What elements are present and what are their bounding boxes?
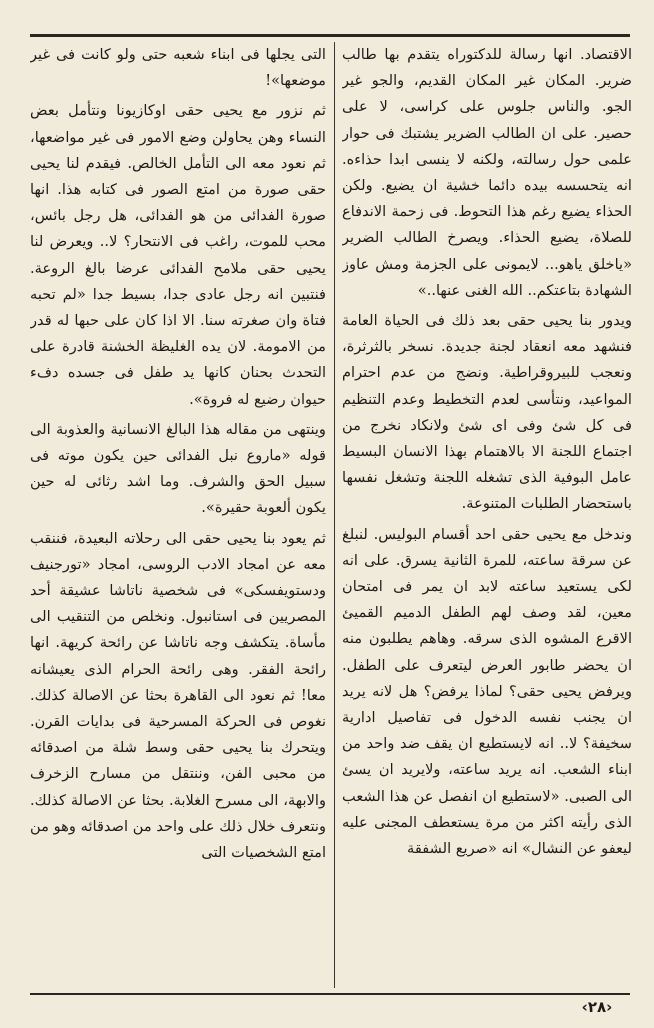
paragraph: الاقتصاد. انها رسالة للدكتوراه يتقدم بها طالب ضرير. المكان غير المكان القديم، والجو غير الجو. والناس جلوس على كراسى، لا على حصير. على ان الطالب الضرير يشتبك فى حوار علمى حول رسالته، ولكنه لا ينسى ابدا حذاءه. انه يتحسسه بيده دائما خشية ان يضيع. ولكن الحذاء يضيع رغم هذا التحوط. فى زحمة الاندفاع للصلاة، يضيع الحذاء. ويصرخ الطالب الضرير «ياخلق ياهو... لايمونى على الجزمة ومش عاوز الشهادة بتاعتكم.. الله الغنى عنها..» — [342, 46, 632, 299]
paragraph: وينتهى من مقاله هذا البالغ الانسانية والعذوبة الى قوله «ماروع نبل الفدائى حين يكون موته فى سبيل الحق والشرف. وما اشد رثائى له حين يكون ألعوبة حقيرة». — [30, 420, 326, 517]
paragraph: ويدور بنا يحيى حقى بعد ذلك فى الحياة العامة فنشهد معه انعقاد لجنة جديدة. نسخر بالثرثرة، ونعجب للبيروقراطية. ونضج من عدم احترام المواعيد، ونتأسى لعدم التخطيط وعدم التنظيم فى كل شئ وفى اى شئ ولانكاد نخرج من اجتماع اللجنة الا بالاهتمام بهذا الانسان البسيط عامل البوفية الذى تشغله اللجنة وتشغل نفسها باستحضار الطلبات المتنوعة. — [342, 312, 632, 513]
paragraph: التى يجلها فى ابناء شعبه حتى ولو كانت فى غير موضعها»! — [30, 46, 326, 90]
top-rule — [30, 34, 630, 37]
paragraph: ثم نزور مع يحيى حقى اوكازيونا ونتأمل بعض النساء وهن يحاولن وضع الامور فى غير مواضعها، ثم نعود معه الى التأمل الخالص. فيقدم لنا يحيى حقى صورة من امتع الصور فى كتابه هذا. انها صورة الفدائى من هو الفدائى، هل رجل بائس، محب للموت، راغب فى الانتحار؟ لا.. ويعرض لنا يحيى حقى ملامح الفدائى عرضا بالغ الروعة. فنتبين انه رجل عادى جدا، بسيط جدا «لم تحبه فتاة وان صغرته سنا. الا اذا كان على حبها له قدر من الامومة. لان يده الغليظة الخشنة قادرة على التحدث بحنان كانها يد طفل فى جسده دفء حيوان رضيع له فروة». — [30, 102, 326, 408]
page-number: ‹٢٨› — [581, 998, 613, 1016]
bottom-rule — [30, 993, 630, 995]
text-column-right — [342, 42, 632, 990]
column-divider — [334, 42, 335, 988]
text-column-left — [30, 42, 326, 990]
paragraph: وندخل مع يحيى حقى احد أقسام البوليس. لنبلغ عن سرقة ساعته، للمرة الثانية يسرق. على انه لكى يستعيد ساعته لابد ان يمر فى امتحان معين، لقد وصف لهم الطفل الدميم القميئ الاقرع المشوه الذى سرقه. وهاهم يطلبون منه ان يحضر طابور العرض ليتعرف على الطفل. ويرفض يحيى حقى؟ لماذا يرفض؟ هل لانه يريد ان يجنب نفسه الدخول فى تفاصيل ادارية سخيفة؟ لا.. انه لايستطيع ان يقف ضد واحد من ابناء الشعب. انه يريد ساعته، ولايريد ان يسئ الى الصبى. «لاستطيع ان انفصل عن هذا الشعب الذى رأيته اكثر من مرة يستعطف المجنى عليه ليعفو عن النشال» انه «صريع الشفقة — [342, 525, 632, 858]
paragraph: ثم يعود بنا يحيى حقى الى رحلاته البعيدة، فننقب معه عن امجاد الادب الروسى، امجاد «تورجنيف ودستويفسكى» فى شخصية ناتاشا عشيقة أحد المصريين فى استانبول. ونخلص من التنقيب الى مأساة. يتكشف وجه ناتاشا عن رائحة كريهة. انها رائحة الفقر. وهى رائحة الحرام الذى يعيشانه معا! ثم نعود الى القاهرة بحثا عن الاصالة كذلك. نغوص فى الحركة المسرحية فى بدايات القرن. ويتحرك بنا يحيى حقى وسط شلة من اصدقائه من محبى الفن، وننتقل من مسارح الزخرف والابهة، الى مسرح الغلابة. بحثا عن الاصالة كذلك. ونتعرف خلال ذلك على واحد من اصدقائه وهو من امتع الشخصيات التى — [30, 529, 326, 862]
